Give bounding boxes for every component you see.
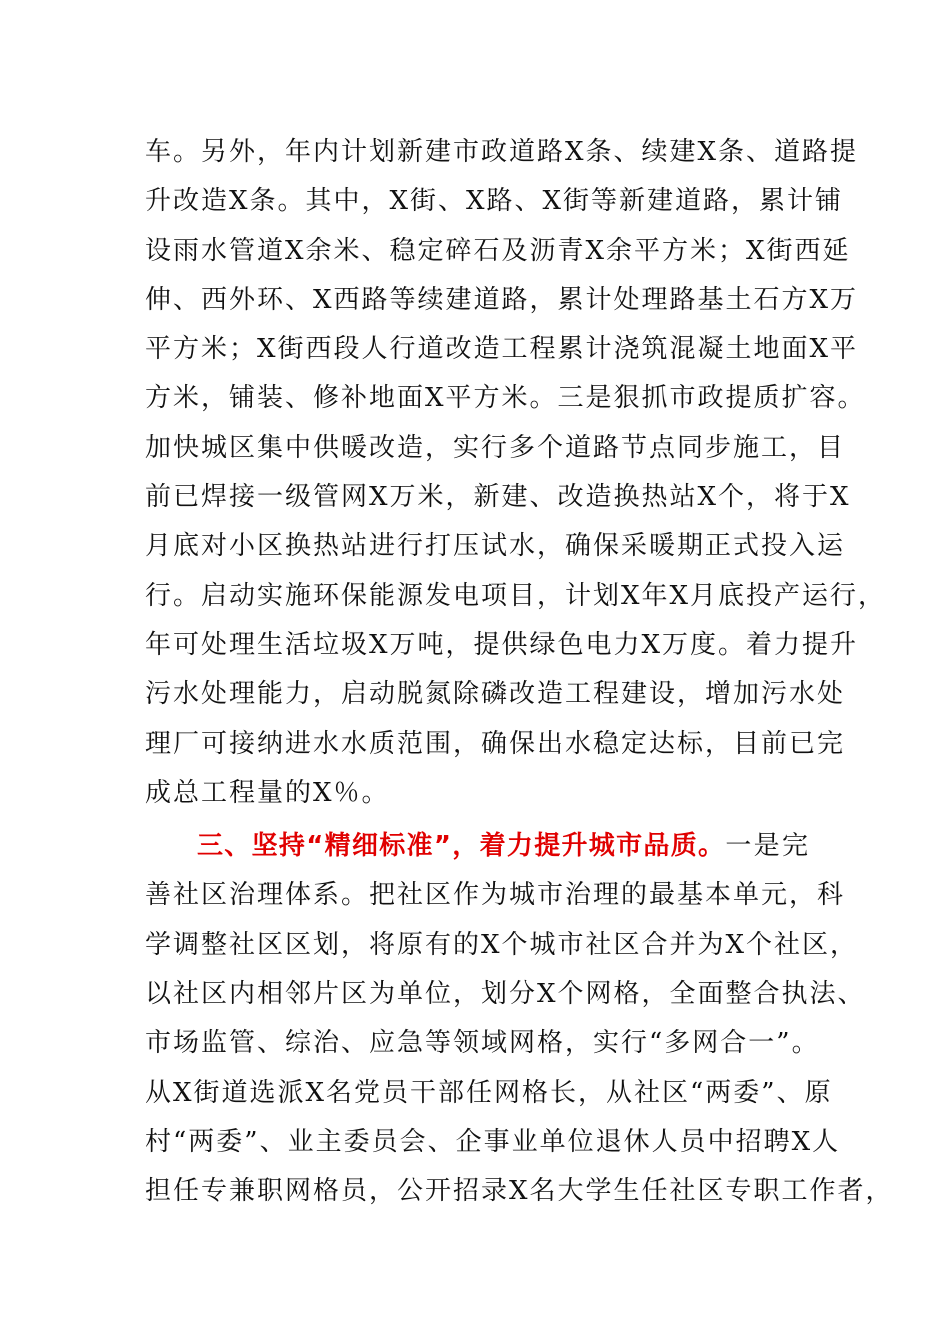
paragraph-city-quality (145, 822, 894, 1216)
text-line: 车。另外，年内计划新建市政道路X条、续建X条、道路提 (145, 137, 859, 167)
text-line: 污水处理能力，启动脱氮除磷改造工程建设，增加污水处 (145, 679, 846, 710)
text-line: 市场监管、综治、应急等领域网格，实行“多网合一”。 (145, 1028, 820, 1059)
document-body (145, 128, 894, 1217)
text-line: 学调整社区区划，将原有的X个城市社区合并为X个社区， (145, 929, 859, 960)
section-lead-text: 一是完 (725, 831, 810, 862)
section-heading: 三、坚持“精细标准”，着力提升城市品质。 (197, 831, 726, 862)
text-line: 升改造X条。其中，X街、X路、X街等新建道路，累计铺 (145, 186, 844, 217)
text-line: 加快城区集中供暖改造，实行多个道路节点同步施工，目 (145, 432, 846, 463)
text-line: 月底对小区换热站进行打压试水，确保采暖期正式投入运 (145, 531, 846, 562)
text-line: 担任专兼职网格员，公开招录X名大学生任社区专职工作者， (145, 1176, 894, 1207)
text-line: 前已焊接一级管网X万米，新建、改造换热站X个，将于X (145, 482, 851, 513)
text-line: 理厂可接纳进水水质范围，确保出水稳定达标，目前已完 (145, 728, 846, 759)
text-line: 设雨水管道X余米、稳定碎石及沥青X余平方米；X街西延 (145, 235, 851, 266)
text-line: 年可处理生活垃圾X万吨，提供绿色电力X万度。着力提升 (145, 629, 859, 660)
section-first-line (145, 822, 810, 871)
text-line: 善社区治理体系。把社区作为城市治理的最基本单元，科 (145, 880, 846, 911)
text-line: 伸、西外环、X西路等续建道路，累计处理路基土石方X万 (145, 284, 859, 315)
text-line: 平方米；X街西段人行道改造工程累计浇筑混凝土地面X平 (145, 334, 859, 365)
text-line: 方米，铺装、修补地面X平方米。三是狠抓市政提质扩容。 (145, 383, 866, 414)
text-line: 从X街道选派X名党员干部任网格长，从社区“两委”、原 (145, 1077, 833, 1108)
text-line: 成总工程量的X％。 (145, 777, 390, 808)
text-line: 村“两委”、业主委员会、企事业单位退休人员中招聘X人 (145, 1126, 841, 1157)
text-line: 以社区内相邻片区为单位，划分X个网格，全面整合执法、 (145, 979, 866, 1010)
text-line: 行。启动实施环保能源发电项目，计划X年X月底投产运行， (145, 580, 887, 611)
paragraph-municipal-roads (145, 128, 887, 818)
